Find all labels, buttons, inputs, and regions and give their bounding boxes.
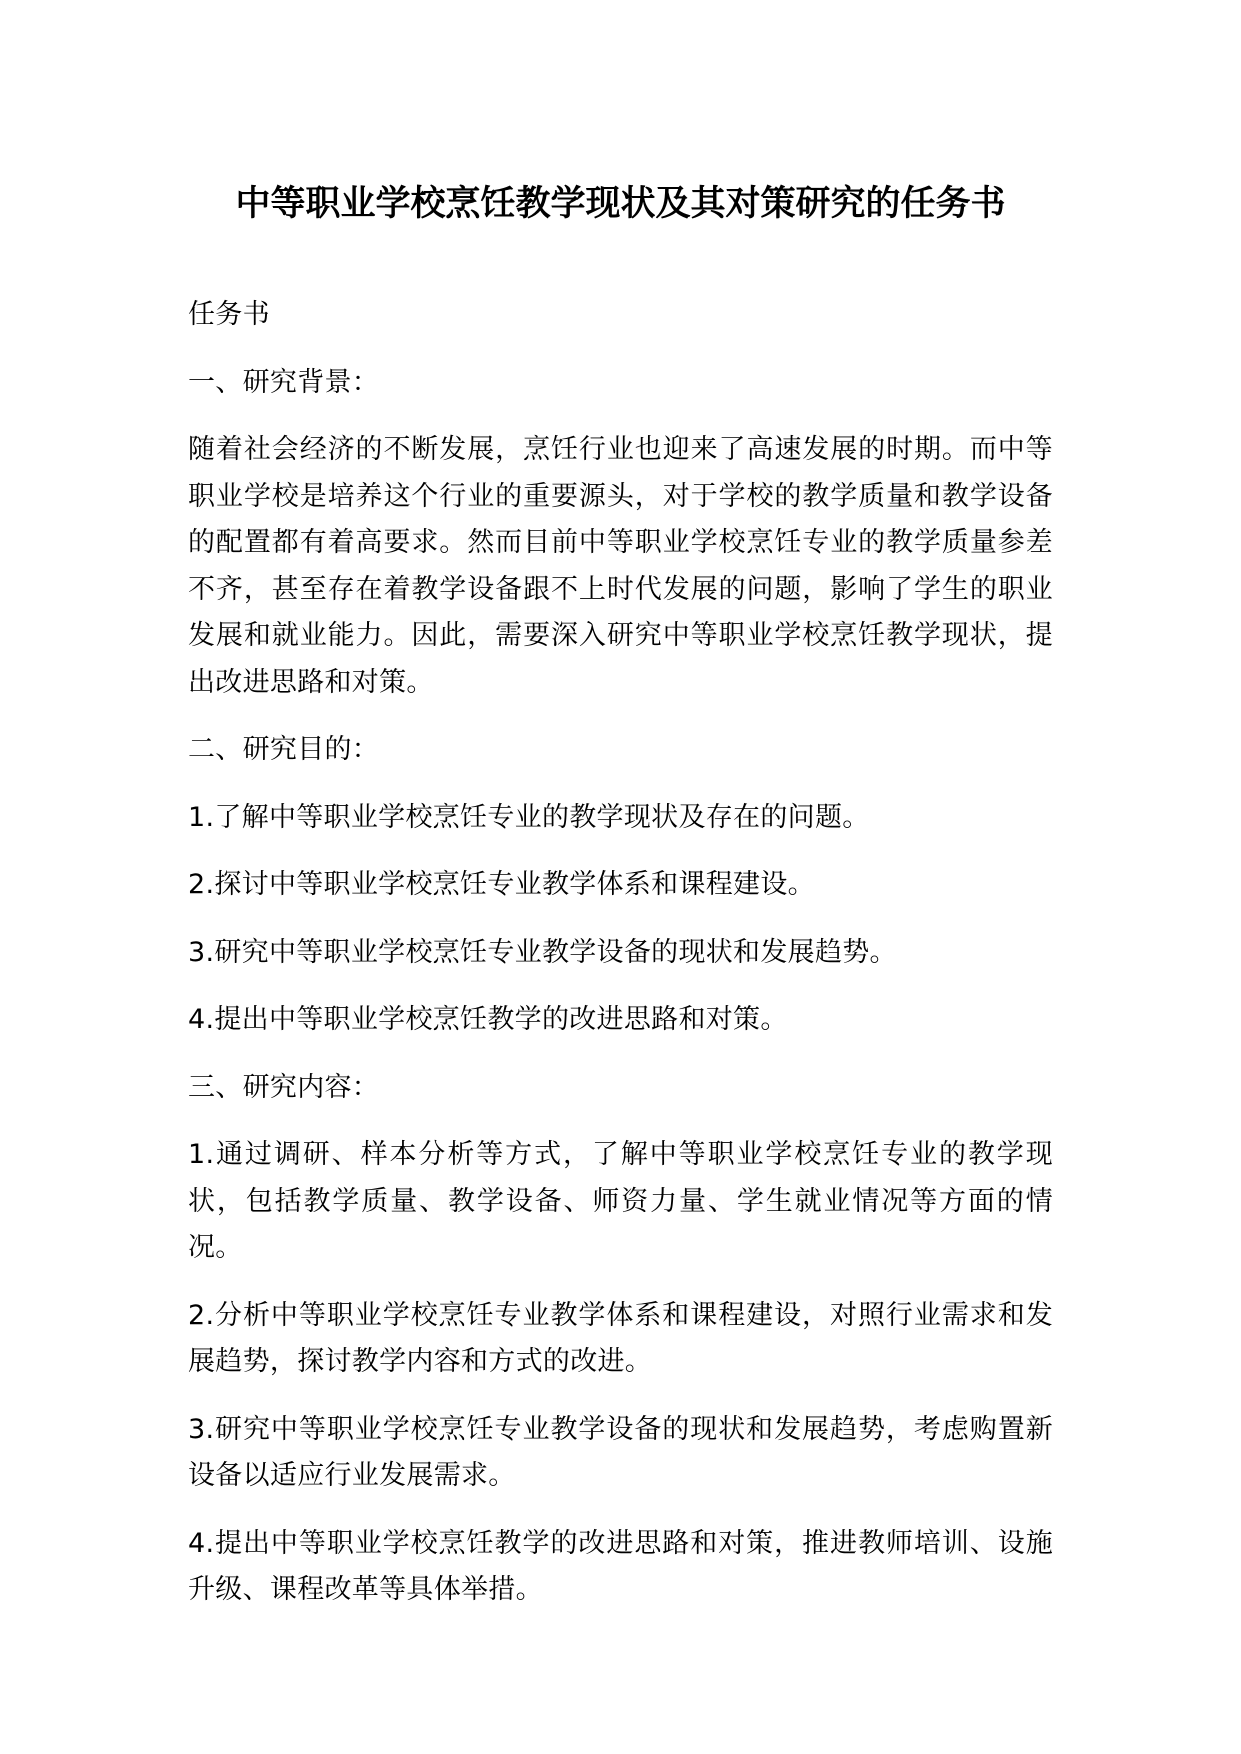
paragraph-task-book-label: 任务书 bbox=[188, 299, 270, 330]
document-title: 中等职业学校烹饪教学现状及其对策研究的任务书 bbox=[235, 184, 1006, 224]
section-heading-purpose: 二、研究目的： bbox=[188, 734, 380, 765]
purpose-item-2: 2.探讨中等职业学校烹饪专业教学体系和课程建设。 bbox=[188, 869, 815, 900]
document-body bbox=[188, 292, 1053, 1635]
section-heading-content: 三、研究内容： bbox=[188, 1071, 380, 1103]
section-heading-background: 一、研究背景： bbox=[188, 366, 380, 398]
purpose-item-3: 3.研究中等职业学校烹饪专业教学设备的现状和发展趋势。 bbox=[188, 936, 897, 968]
paragraph-background: 随着社会经济的不断发展，烹饪行业也迎来了高速发展的时期。而中等职业学校是培养这个行业的重要源头，对于学校的教学质量和教学设备的配置都有着高要求。然而目前中等职业学校烹饪专业的教学质量参差不齐，甚至存在着教学设备跟不上时代发展的问题，影响了学生的职业发展和就业能力。因此，需要深入研究中等职业学校烹饪教学现状，提出改进思路和对策。 bbox=[188, 434, 1053, 698]
content-item-2: 2.分析中等职业学校烹饪专业教学体系和课程建设，对照行业需求和发展趋势，探讨教学内容和方式的改进。 bbox=[188, 1299, 1053, 1377]
purpose-item-1: 1.了解中等职业学校烹饪专业的教学现状及存在的问题。 bbox=[188, 801, 870, 833]
content-item-3: 3.研究中等职业学校烹饪专业教学设备的现状和发展趋势，考虑购置新设备以适应行业发展需求。 bbox=[188, 1413, 1053, 1491]
purpose-item-4: 4.提出中等职业学校烹饪教学的改进思路和对策。 bbox=[188, 1004, 788, 1035]
content-item-4: 4.提出中等职业学校烹饪教学的改进思路和对策，推进教师培训、设施升级、课程改革等具体举措。 bbox=[188, 1527, 1053, 1605]
content-item-1: 1.通过调研、样本分析等方式，了解中等职业学校烹饪专业的教学现状，包括教学质量、教学设备、师资力量、学生就业情况等方面的情况。 bbox=[188, 1139, 1053, 1263]
